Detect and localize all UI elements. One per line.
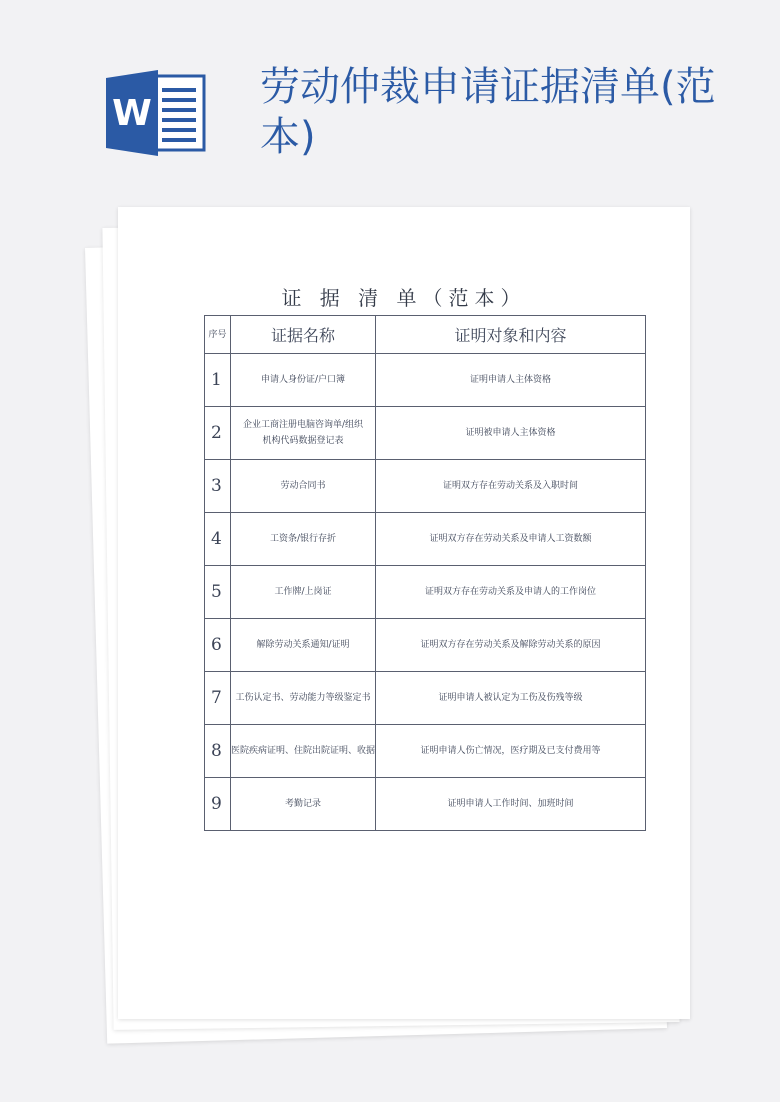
row-evidence-name: 申请人身份证/户口簿: [231, 354, 376, 407]
row-seq: 5: [205, 566, 231, 619]
table-row: [205, 354, 646, 407]
table-row: [205, 619, 646, 672]
table-row: [205, 778, 646, 831]
table-row: [205, 672, 646, 725]
row-proof-content: 证明双方存在劳动关系及申请人工资数额: [376, 513, 646, 566]
evidence-table: [204, 315, 646, 831]
row-evidence-name: 解除劳动关系通知/证明: [231, 619, 376, 672]
row-seq: 6: [205, 619, 231, 672]
row-proof-content: 证明申请人主体资格: [376, 354, 646, 407]
row-proof-content: 证明申请人伤亡情况，医疗期及已支付费用等: [376, 725, 646, 778]
row-seq: 2: [205, 407, 231, 460]
row-proof-content: 证明双方存在劳动关系及入职时间: [376, 460, 646, 513]
table-header-row: [205, 316, 646, 354]
row-seq: 8: [205, 725, 231, 778]
word-document-icon: [106, 70, 206, 156]
row-seq: 4: [205, 513, 231, 566]
svg-text:W: W: [112, 93, 152, 134]
row-proof-content: 证明双方存在劳动关系及解除劳动关系的原因: [376, 619, 646, 672]
table-row: [205, 566, 646, 619]
row-evidence-name: 企业工商注册电脑咨询单/组织机构代码数据登记表: [231, 407, 376, 460]
row-seq: 9: [205, 778, 231, 831]
page-title: 劳动仲裁申请证据清单(范本): [260, 64, 716, 160]
row-evidence-name: 考勤记录: [231, 778, 376, 831]
header-seq: 序号: [205, 316, 231, 354]
row-evidence-name: 劳动合同书: [231, 460, 376, 513]
row-evidence-name: 工资条/银行存折: [231, 513, 376, 566]
row-evidence-name: 工作牌/上岗证: [231, 566, 376, 619]
row-evidence-name: 工伤认定书、劳动能力等级鉴定书: [231, 672, 376, 725]
row-seq: 7: [205, 672, 231, 725]
table-row: [205, 407, 646, 460]
row-seq: 3: [205, 460, 231, 513]
row-seq: 1: [205, 354, 231, 407]
row-evidence-name: 医院疾病证明、住院出院证明、收据: [231, 725, 376, 778]
document-heading: 证 据 清 单（范本）: [281, 286, 527, 310]
row-proof-content: 证明双方存在劳动关系及申请人的工作岗位: [376, 566, 646, 619]
header-proof-content: 证明对象和内容: [376, 316, 646, 354]
header-evidence-name: 证据名称: [231, 316, 376, 354]
table-row: [205, 513, 646, 566]
row-proof-content: 证明申请人被认定为工伤及伤残等级: [376, 672, 646, 725]
table-row: [205, 725, 646, 778]
table-row: [205, 460, 646, 513]
row-proof-content: 证明申请人工作时间、加班时间: [376, 778, 646, 831]
row-proof-content: 证明被申请人主体资格: [376, 407, 646, 460]
